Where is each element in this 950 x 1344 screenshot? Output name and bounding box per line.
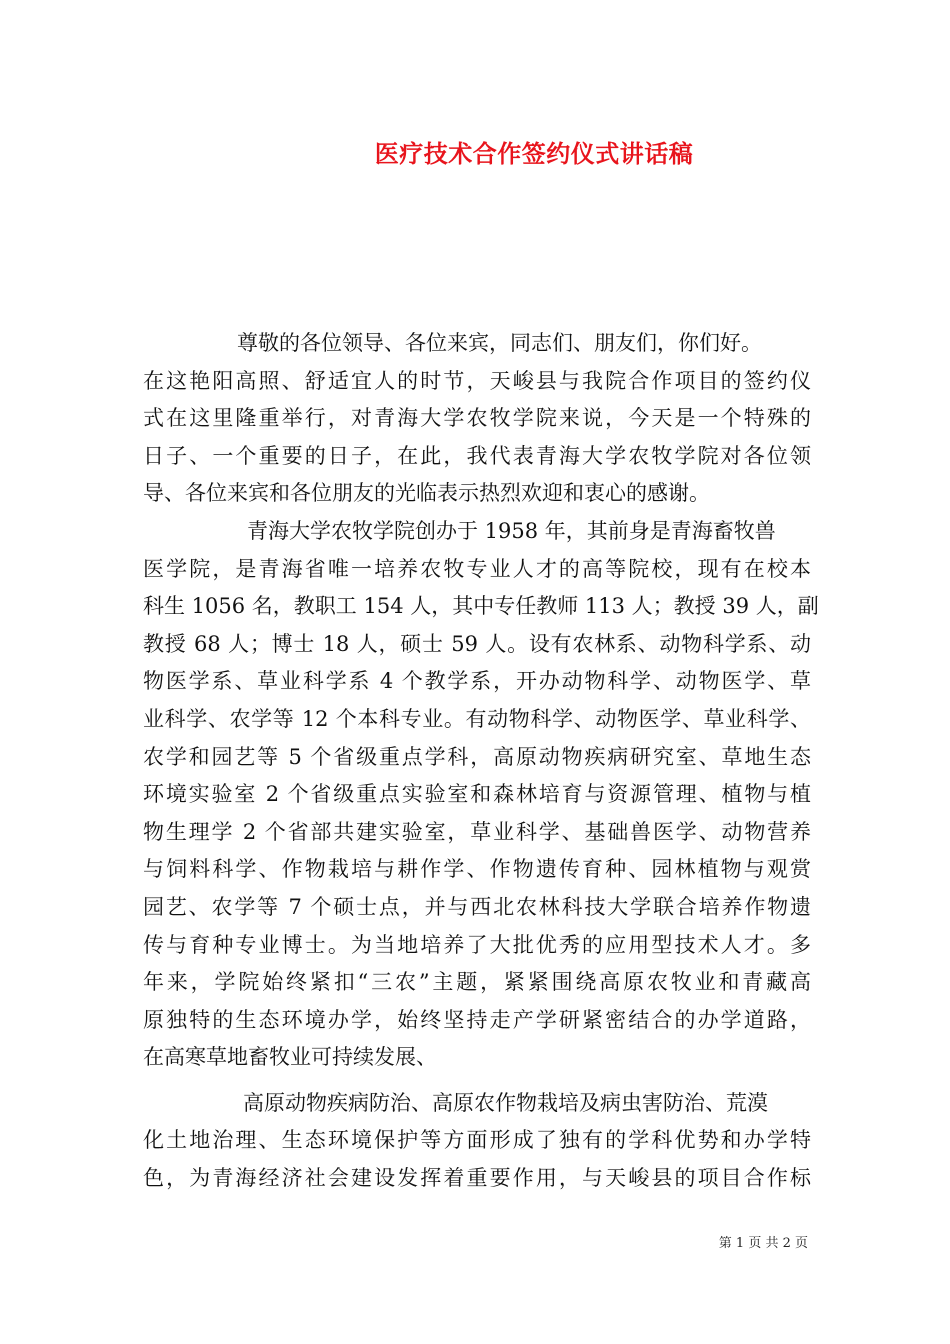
paragraph-line: 物生理学 2 个省部共建实验室，草业科学、基础兽医学、动物营养 xyxy=(143,819,811,844)
page-number: 第 1 页 共 2 页 xyxy=(718,1236,808,1251)
paragraph-line: 高原动物疾病防治、高原农作物栽培及病虫害防治、荒漠 xyxy=(243,1090,768,1115)
paragraph-line: 日子、一个重要的日子，在此，我代表青海大学农牧学院对各位领 xyxy=(143,443,811,468)
paragraph-line: 青海大学农牧学院创办于 1958 年，其前身是青海畜牧兽 xyxy=(247,518,776,543)
paragraph-line: 原独特的生态环境办学，始终坚持走产学研紧密结合的办学道路， xyxy=(143,1007,811,1032)
paragraph-line: 年来，学院始终紧扣“三农”主题，紧紧围绕高原农牧业和青藏高 xyxy=(143,970,811,995)
paragraph-line: 农学和园艺等 5 个省级重点学科，高原动物疾病研究室、草地生态 xyxy=(143,744,811,769)
paragraph-line: 医学院，是青海省唯一培养农牧专业人才的高等院校，现有在校本 xyxy=(143,556,811,581)
paragraph-line: 色，为青海经济社会建设发挥着重要作用，与天峻县的项目合作标 xyxy=(143,1166,811,1191)
paragraph-line: 在高寒草地畜牧业可持续发展、 xyxy=(143,1045,437,1070)
document-title: 医疗技术合作签约仪式讲话稿 xyxy=(374,139,694,168)
paragraph-line: 与饲料科学、作物栽培与耕作学、作物遗传育种、园林植物与观赏 xyxy=(143,857,811,882)
paragraph-line: 化土地治理、生态环境保护等方面形成了独有的学科优势和办学特 xyxy=(143,1128,811,1153)
paragraph-line: 在这艳阳高照、舒适宜人的时节，天峻县与我院合作项目的签约仪 xyxy=(143,368,811,393)
document-body xyxy=(143,325,819,1198)
paragraph-line: 业科学、农学等 12 个本科专业。有动物科学、动物医学、草业科学、 xyxy=(143,706,811,731)
paragraph-line: 物医学系、草业科学系 4 个教学系，开办动物科学、动物医学、草 xyxy=(143,669,811,694)
paragraph-line: 尊敬的各位领导、各位来宾，同志们、朋友们，你们好。 xyxy=(237,331,762,355)
paragraph-line: 园艺、农学等 7 个硕士点，并与西北农林科技大学联合培养作物遗 xyxy=(143,894,811,919)
paragraph-line: 导、各位来宾和各位朋友的光临表示热烈欢迎和衷心的感谢。 xyxy=(143,481,710,506)
paragraph-line: 环境实验室 2 个省级重点实验室和森林培育与资源管理、植物与植 xyxy=(143,782,811,807)
paragraph-line: 传与育种专业博士。为当地培养了大批优秀的应用型技术人才。多 xyxy=(143,932,811,957)
paragraph-line: 科生 1056 名，教职工 154 人，其中专任教师 113 人；教授 39 人，副 xyxy=(143,594,819,619)
paragraph-line: 教授 68 人；博士 18 人，硕士 59 人。设有农林系、动物科学系、动 xyxy=(143,631,811,656)
paragraph-line: 式在这里隆重举行，对青海大学农牧学院来说，今天是一个特殊的 xyxy=(143,406,811,431)
